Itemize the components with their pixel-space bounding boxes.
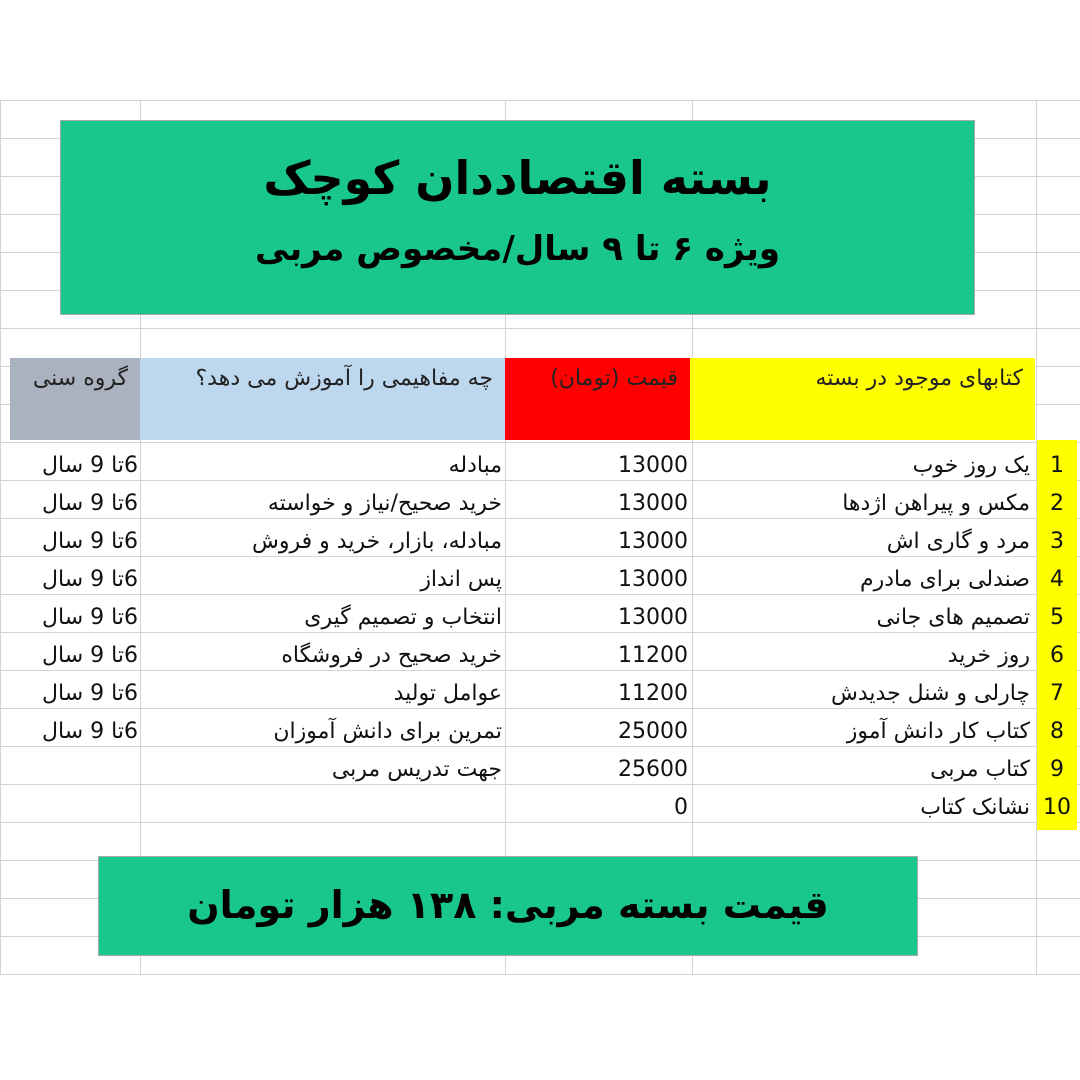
book-title-cell[interactable]: مکس و پیراهن اژدها bbox=[842, 491, 1030, 516]
title-banner[interactable] bbox=[60, 120, 975, 315]
age-cell[interactable]: 6تا 9 سال bbox=[42, 643, 138, 668]
concept-cell[interactable]: پس انداز bbox=[420, 567, 502, 592]
table-row[interactable] bbox=[0, 749, 1080, 787]
price-cell[interactable]: 13000 bbox=[618, 567, 688, 592]
total-price-banner[interactable] bbox=[98, 856, 918, 956]
header-age-group[interactable]: گروه سنی bbox=[10, 358, 140, 440]
age-cell[interactable]: 6تا 9 سال bbox=[42, 719, 138, 744]
book-title-cell[interactable]: کتاب کار دانش آموز bbox=[846, 719, 1030, 744]
book-title-cell[interactable]: تصمیم های جانی bbox=[876, 605, 1030, 630]
concept-cell[interactable]: جهت تدریس مربی bbox=[331, 757, 502, 782]
bundle-subtitle: ویژه ۶ تا ۹ سال/مخصوص مربی bbox=[255, 229, 780, 269]
total-price-text: قیمت بسته مربی: ۱۳۸ هزار تومان bbox=[187, 883, 829, 927]
age-cell[interactable]: 6تا 9 سال bbox=[42, 529, 138, 554]
age-cell[interactable]: 6تا 9 سال bbox=[42, 453, 138, 478]
table-row[interactable] bbox=[0, 559, 1080, 597]
header-price[interactable]: قیمت (تومان) bbox=[505, 358, 690, 440]
table-row[interactable] bbox=[0, 635, 1080, 673]
book-title-cell[interactable]: یک روز خوب bbox=[912, 453, 1030, 478]
row-number-cell[interactable]: 2 bbox=[1050, 491, 1064, 516]
age-cell[interactable] bbox=[10, 749, 138, 787]
row-number-cell[interactable]: 8 bbox=[1050, 719, 1064, 744]
concept-cell[interactable]: انتخاب و تصمیم گیری bbox=[304, 605, 502, 630]
price-cell[interactable]: 13000 bbox=[618, 605, 688, 630]
row-number-cell[interactable]: 5 bbox=[1050, 605, 1064, 630]
price-cell[interactable]: 13000 bbox=[618, 453, 688, 478]
age-cell[interactable]: 6تا 9 سال bbox=[42, 681, 138, 706]
concept-cell[interactable]: عوامل تولید bbox=[393, 681, 502, 706]
concept-cell[interactable]: خرید صحیح/نیاز و خواسته bbox=[267, 491, 502, 516]
table-row[interactable] bbox=[0, 483, 1080, 521]
price-cell[interactable]: 0 bbox=[674, 795, 688, 820]
age-cell[interactable]: 6تا 9 سال bbox=[42, 605, 138, 630]
table-row[interactable] bbox=[0, 521, 1080, 559]
book-title-cell[interactable]: کتاب مربی bbox=[930, 757, 1030, 782]
row-number-cell[interactable]: 4 bbox=[1050, 567, 1064, 592]
table-row[interactable] bbox=[0, 673, 1080, 711]
bundle-title: بسته اقتصاددان کوچک bbox=[263, 151, 772, 205]
book-title-cell[interactable]: روز خرید bbox=[947, 643, 1030, 668]
price-cell[interactable]: 13000 bbox=[618, 491, 688, 516]
table-row[interactable] bbox=[0, 787, 1080, 825]
header-concepts[interactable]: چه مفاهیمی را آموزش می دهد؟ bbox=[140, 358, 505, 440]
concept-cell[interactable]: تمرین برای دانش آموزان bbox=[273, 719, 502, 744]
table-row[interactable] bbox=[0, 711, 1080, 749]
age-cell[interactable]: 6تا 9 سال bbox=[42, 567, 138, 592]
table-row[interactable] bbox=[0, 445, 1080, 483]
price-cell[interactable]: 25600 bbox=[618, 757, 688, 782]
concept-cell[interactable] bbox=[140, 787, 502, 825]
row-number-cell[interactable]: 1 bbox=[1050, 453, 1064, 478]
book-title-cell[interactable]: نشانک کتاب bbox=[920, 795, 1030, 820]
price-cell[interactable]: 11200 bbox=[618, 681, 688, 706]
row-number-cell[interactable]: 3 bbox=[1050, 529, 1064, 554]
price-cell[interactable]: 13000 bbox=[618, 529, 688, 554]
price-cell[interactable]: 25000 bbox=[618, 719, 688, 744]
book-title-cell[interactable]: مرد و گاری اش bbox=[886, 529, 1030, 554]
table-row[interactable] bbox=[0, 597, 1080, 635]
book-title-cell[interactable]: چارلی و شنل جدیدش bbox=[831, 681, 1030, 706]
concept-cell[interactable]: مبادله bbox=[448, 453, 502, 478]
concept-cell[interactable]: مبادله، بازار، خرید و فروش bbox=[252, 529, 502, 554]
concept-cell[interactable]: خرید صحیح در فروشگاه bbox=[281, 643, 502, 668]
age-cell[interactable]: 6تا 9 سال bbox=[42, 491, 138, 516]
header-books[interactable]: کتابهای موجود در بسته bbox=[690, 358, 1035, 440]
age-cell[interactable] bbox=[10, 787, 138, 825]
row-number-cell[interactable]: 10 bbox=[1043, 795, 1071, 820]
book-title-cell[interactable]: صندلی برای مادرم bbox=[859, 567, 1030, 592]
row-number-cell[interactable]: 9 bbox=[1050, 757, 1064, 782]
price-cell[interactable]: 11200 bbox=[618, 643, 688, 668]
row-number-cell[interactable]: 6 bbox=[1050, 643, 1064, 668]
row-number-cell[interactable]: 7 bbox=[1050, 681, 1064, 706]
